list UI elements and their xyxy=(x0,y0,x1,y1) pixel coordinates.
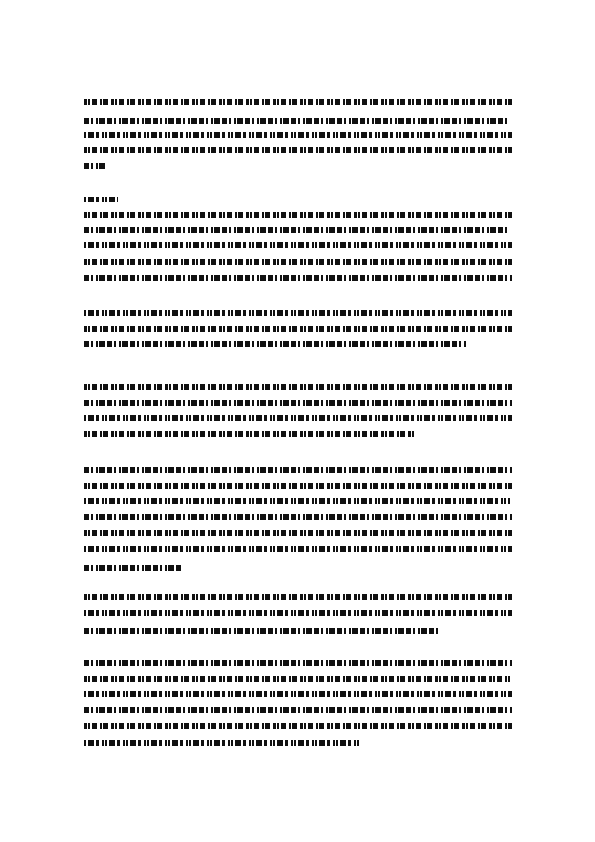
text-line xyxy=(84,384,512,390)
text-line xyxy=(84,467,512,473)
text-line xyxy=(84,242,512,248)
text-line xyxy=(84,514,512,520)
text-line xyxy=(84,565,182,571)
text-line xyxy=(84,99,512,105)
text-line xyxy=(84,723,512,729)
text-line xyxy=(84,275,512,281)
text-line xyxy=(84,530,512,536)
text-line xyxy=(84,147,512,153)
text-line xyxy=(84,400,512,406)
text-line xyxy=(84,118,510,124)
text-line xyxy=(84,660,512,666)
text-line xyxy=(84,498,510,504)
text-line xyxy=(84,310,512,316)
text-line xyxy=(84,676,510,682)
text-line xyxy=(84,546,512,552)
text-line xyxy=(84,610,512,616)
text-line xyxy=(84,707,512,713)
text-line xyxy=(84,326,512,332)
text-line xyxy=(84,227,510,233)
text-line xyxy=(84,628,440,634)
text-line xyxy=(84,415,512,421)
text-line xyxy=(84,483,512,489)
text-line xyxy=(84,431,414,437)
text-line xyxy=(84,740,360,746)
text-line xyxy=(84,259,512,265)
text-line xyxy=(84,594,512,600)
text-line xyxy=(84,341,466,347)
section-heading xyxy=(84,197,118,202)
text-line xyxy=(84,212,512,218)
text-line xyxy=(84,163,106,169)
text-line xyxy=(84,691,512,697)
text-line xyxy=(84,132,512,138)
